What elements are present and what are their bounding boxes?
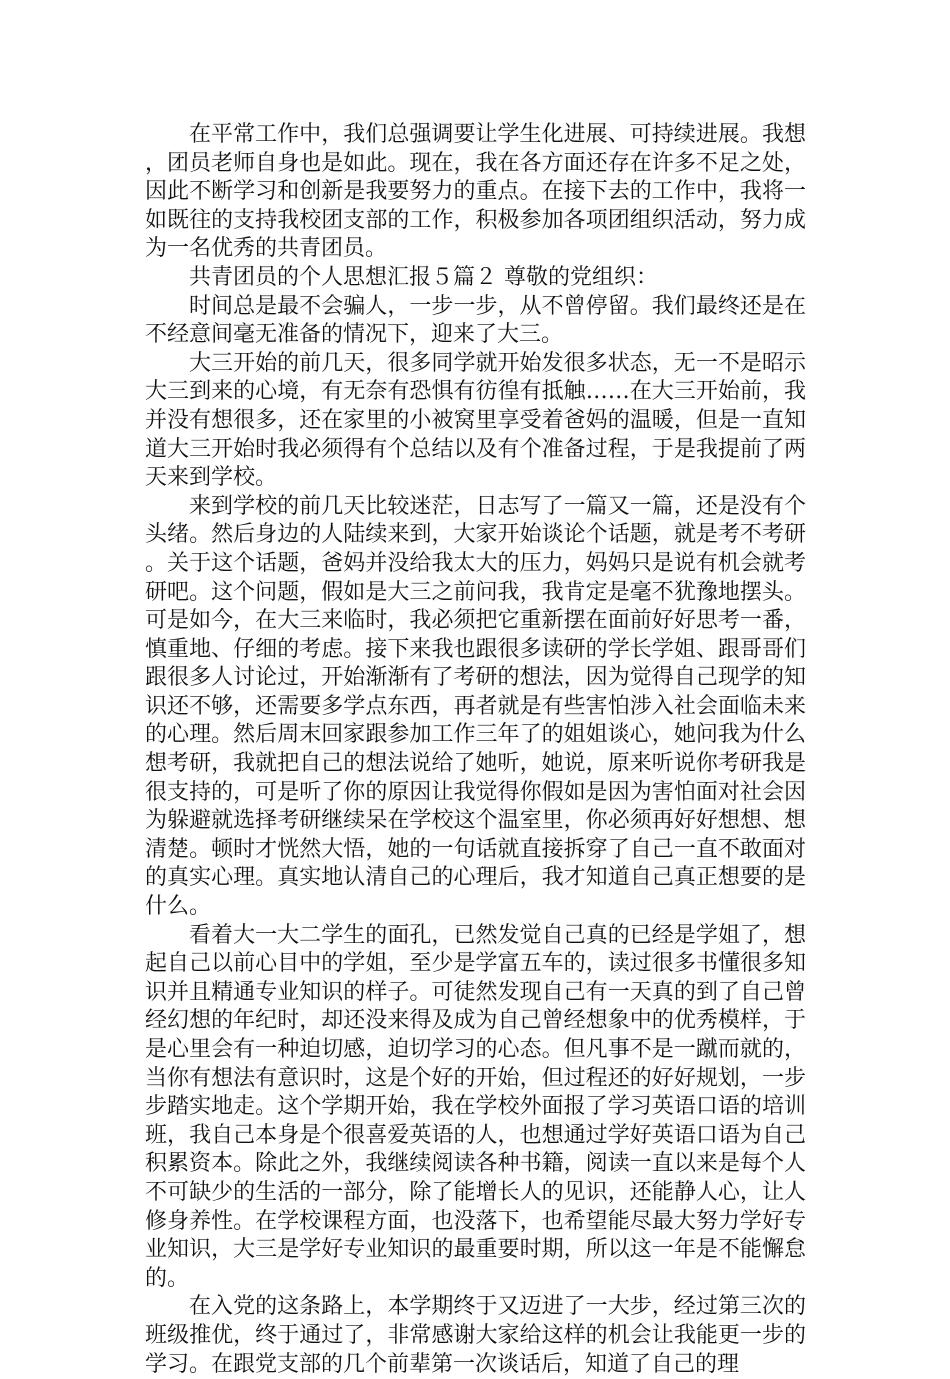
paragraph-senior-student: 看着大一大二学生的面孔，已然发觉自己真的已经是学姐了，想起自己以前心目中的学姐，至少是学富五车的，读过很多书懂很多知识并且精通专业知识的样子。可徒然发现自己有一天真的到了自己曾经幻想的年纪时，却还没来得及成为自己曾经想象中的优秀模样，于是心里会有一种迫切感，迫切学习的心态。但凡事不是一蹴而就的，当你有想法有意识时，这是个好的开始，但过程还的好好规划，一步步踏实地走。这个学期开始，我在学校外面报了学习英语口语的培训班，我自己本身是个很喜爱英语的人，也想通过学好英语口语为自己积累资本。除此之外，我继续阅读各种书籍，阅读一直以来是每个人不可缺少的生活的一部分，除了能增长人的见识，还能静人心，让人修身养性。在学校课程方面，也没落下，也希望能尽最大努力学好专业知识，大三是学好专业知识的最重要时期，所以这一年是不能懈怠的。 <box>145 922 806 1291</box>
paragraph-graduate-exam: 来到学校的前几天比较迷茫，日志写了一篇又一篇，还是没有个头绪。然后身边的人陆续来到，大家开始谈论个话题，就是考不考研。关于这个话题，爸妈并没给我太大的压力，妈妈只是说有机会就考研吧。这个问题，假如是大三之前问我，我肯定是毫不犹豫地摆头。可是如今，在大三来临时，我必须把它重新摆在面前好好思考一番，慎重地、仔细的考虑。接下来我也跟很多读研的学长学姐、跟哥哥们跟很多人讨论过，开始渐渐有了考研的想法，因为觉得自己现学的知识还不够，还需要多学点东西，再者就是有些害怕涉入社会面临未来的心理。然后周末回家跟参加工作三年了的姐姐谈心，她问我为什么想考研，我就把自己的想法说给了她听，她说，原来听说你考研我是很支持的，可是听了你的原因让我觉得你假如是因为害怕面对社会因为躲避就选择考研继续呆在学校这个温室里，你必须再好好想想、想清楚。顿时才恍然大悟，她的一句话就直接拆穿了自己一直不敢面对的真实心理。真实地认清自己的心理后，我才知道自己真正想要的是什么。 <box>145 493 806 920</box>
document-body <box>145 121 806 1379</box>
paragraph-closing-work: 在平常工作中，我们总强调要让学生化进展、可持续进展。我想，团员老师自身也是如此。现在，我在各方面还存在许多不足之处，因此不断学习和创新是我要努力的重点。在接下去的工作中，我将一如既往的支持我校团支部的工作，积极参加各项团组织活动，努力成为一名优秀的共青团员。 <box>145 122 806 262</box>
paragraph-report-heading: 共青团员的个人思想汇报５篇２ 尊敬的党组织： <box>189 264 658 290</box>
paragraph-time-passes: 时间总是最不会骗人，一步一步，从不曾停留。我们最终还是在不经意间毫无准备的情况下，迎来了大三。 <box>145 293 806 348</box>
paragraph-party-path: 在入党的这条路上，本学期终于又迈进了一大步，经过第三次的班级推优，终于通过了，非常感谢大家给这样的机会让我能更一步的学习。在跟党支部的几个前辈第一次谈话后，知道了自己的理 <box>145 1294 806 1377</box>
paragraph-start-of-junior-year: 大三开始的前几天，很多同学就开始发很多状态，无一不是昭示大三到来的心境，有无奈有恐惧有彷徨有抵触……在大三开始前，我并没有想很多，还在家里的小被窝里享受着爸妈的温暖，但是一直知道大三开始时我必须得有个总结以及有个准备过程，于是我提前了两天来到学校。 <box>145 350 806 491</box>
